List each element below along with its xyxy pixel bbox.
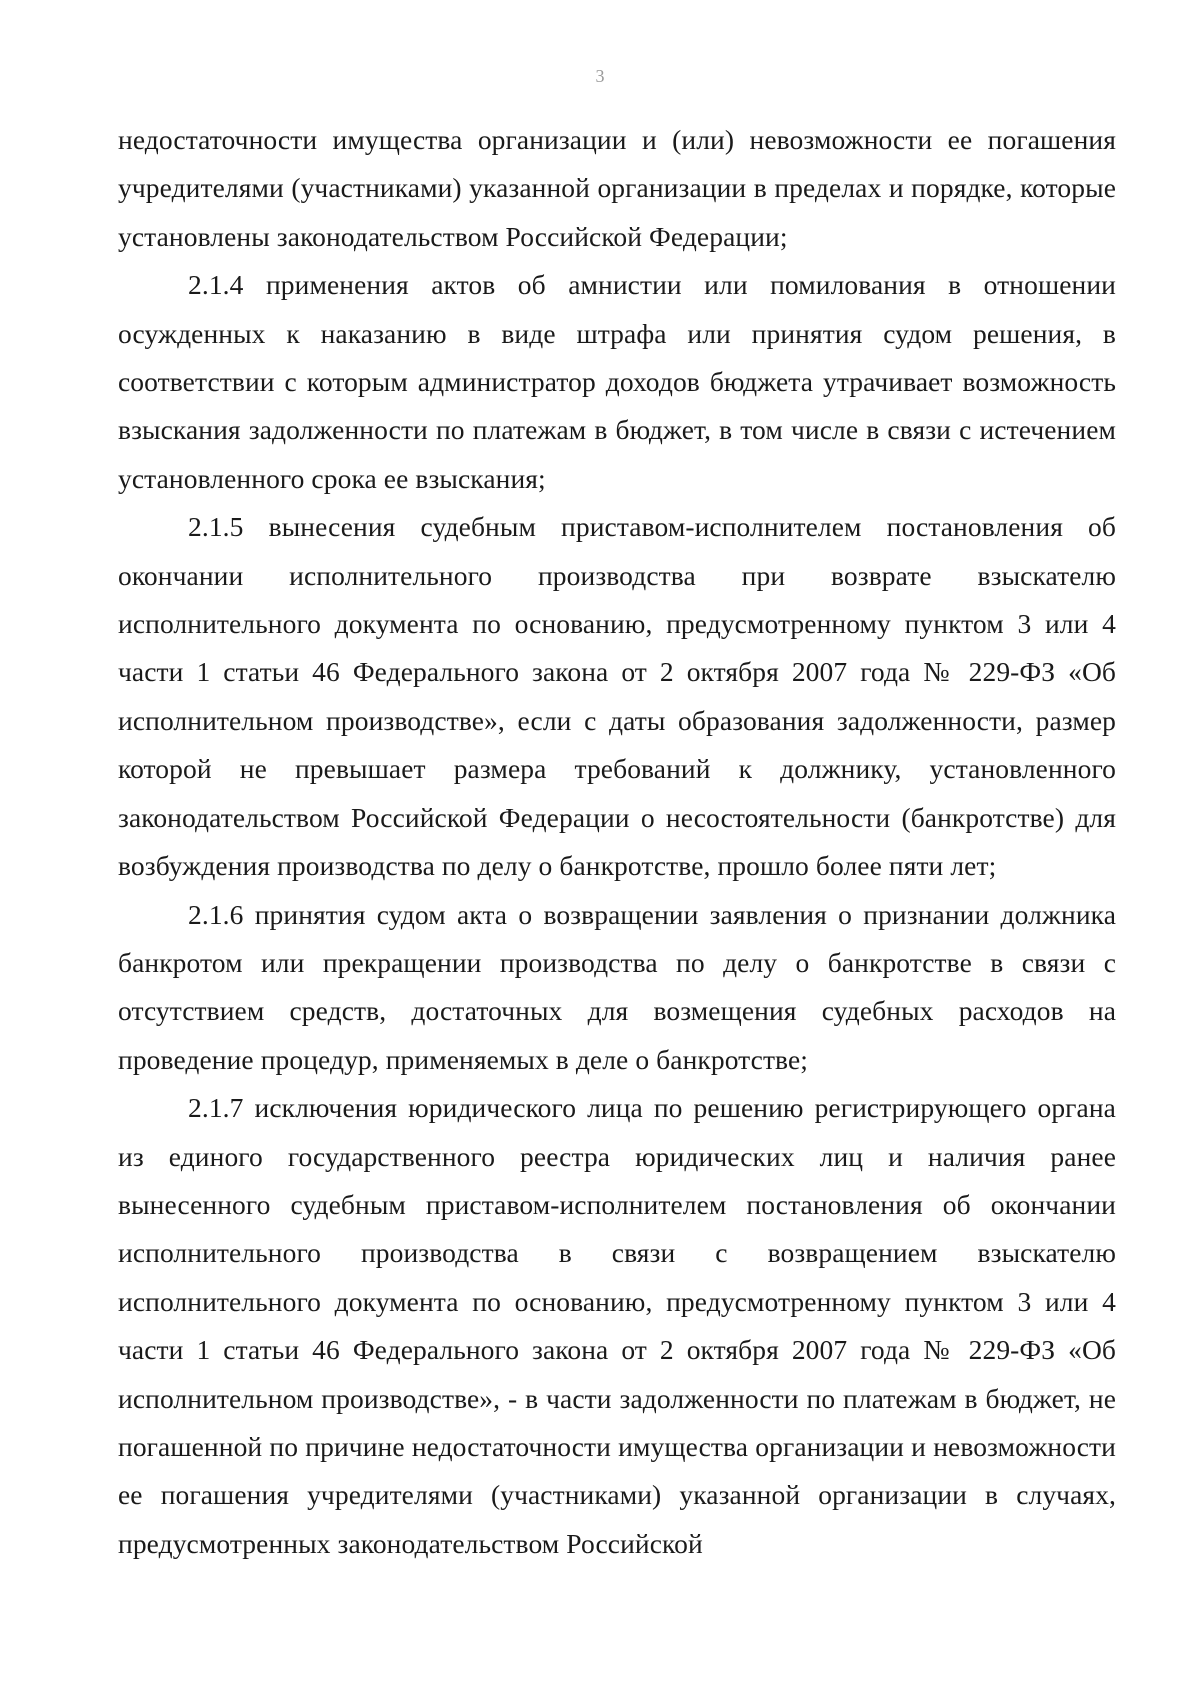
paragraph-continuation: недостаточности имущества организации и (или) невозможности ее погашения учредителями (участниками) указанной организации в пределах и порядке, которые установлены законодательством Российской Федерации; [118,124,1116,252]
paragraph-2-1-7: 2.1.7 исключения юридического лица по решению регистрирующего органа из единого государственного реестра юридических лиц и наличия ранее вынесенного судебным приставом-исполнителем постановления об окончании исполнительного производства в связи с возвращением взыскателю исполнительного документа по основанию, предусмотренному пунктом 3 или 4 части 1 статьи 46 Федерального закона от 2 октября 2007 года № 229-ФЗ «Об исполнительном производстве», - в части задолженности по платежам в бюджет, не погашенной по причине недостаточности имущества организации и невозможности ее погашения учредителями (участниками) указанной организации в случаях, предусмотренных законодательством Российской [118,1092,1116,1559]
body-text [118,116,1116,1568]
paragraph-2-1-4: 2.1.4 применения актов об амнистии или помилования в отношении осужденных к наказанию в виде штрафа или принятия судом решения, в соответствии с которым администратор доходов бюджета утрачивает возможность взыскания задолженности по платежам в бюджет, в том числе в связи с истечением установленного срока ее взыскания; [118,269,1116,494]
paragraph-2-1-5: 2.1.5 вынесения судебным приставом-исполнителем постановления об окончании исполнительного производства при возврате взыскателю исполнительного документа по основанию, предусмотренному пунктом 3 или 4 части 1 статьи 46 Федерального закона от 2 октября 2007 года № 229-ФЗ «Об исполнительном производстве», если с даты образования задолженности, размер которой не превышает размера требований к должнику, установленного законодательством Российской Федерации о несостоятельности (банкротстве) для возбуждения производства по делу о банкротстве, прошло более пяти лет; [118,511,1116,882]
paragraph-2-1-6: 2.1.6 принятия судом акта о возвращении заявления о признании должника банкротом или прекращении производства по делу о банкротстве в связи с отсутствием средств, достаточных для возмещения судебных расходов на проведение процедур, применяемых в деле о банкротстве; [118,898,1116,1075]
page-number: 3 [595,66,605,86]
